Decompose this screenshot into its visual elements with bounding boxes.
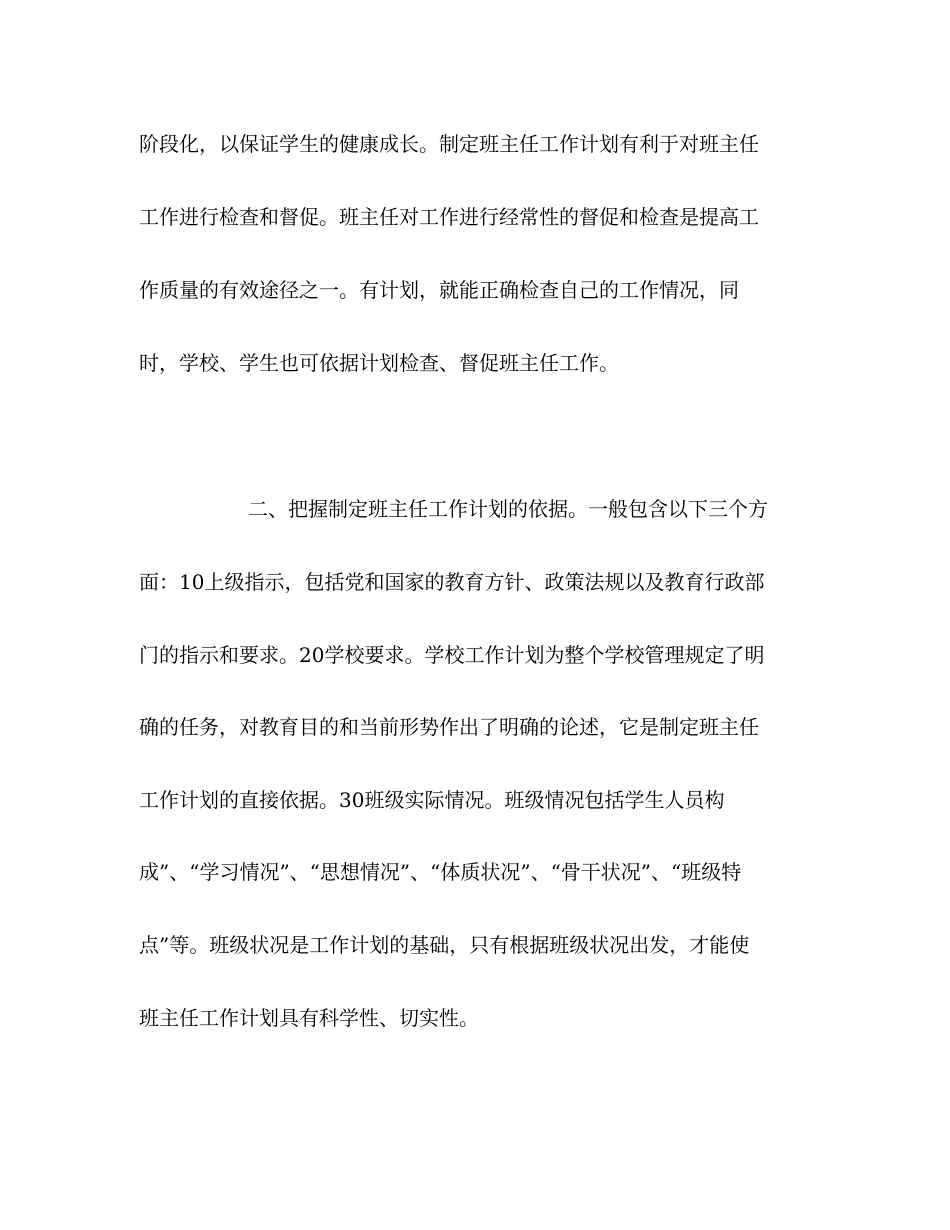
- text-line: 工作计划的直接依据。30班级实际情况。班级情况包括学生人员构: [139, 788, 725, 812]
- text-line: 阶段化，以保证学生的健康成长。制定班主任工作计划有利于对班主任: [139, 132, 759, 156]
- text-line: 工作进行检查和督促。班主任对工作进行经常性的督促和检查是提高工: [139, 205, 759, 229]
- text-line: 点”等。班级状况是工作计划的基础，只有根据班级状况出发，才能使: [139, 933, 750, 957]
- text-line: 门的指示和要求。20学校要求。学校工作计划为整个学校管理规定了明: [139, 643, 765, 667]
- text-line: 时，学校、学生也可依据计划检查、督促班主任工作。: [139, 351, 619, 375]
- text-line: 成”、“学习情况”、“思想情况”、“体质状况”、“骨干状况”、“班级特: [139, 860, 742, 884]
- text-line: 班主任工作计划具有科学性、切实性。: [139, 1006, 479, 1030]
- text-line: 确的任务，对教育目的和当前形势作出了明确的论述，它是制定班主任: [139, 715, 759, 739]
- text-line: 面：10上级指示，包括党和国家的教育方针、政策法规以及教育行政部: [139, 570, 765, 594]
- section-heading-line: 二、把握制定班主任工作计划的依据。一般包含以下三个方: [248, 497, 768, 521]
- text-line: 作质量的有效途径之一。有计划，就能正确检查自己的工作情况，同: [139, 278, 739, 302]
